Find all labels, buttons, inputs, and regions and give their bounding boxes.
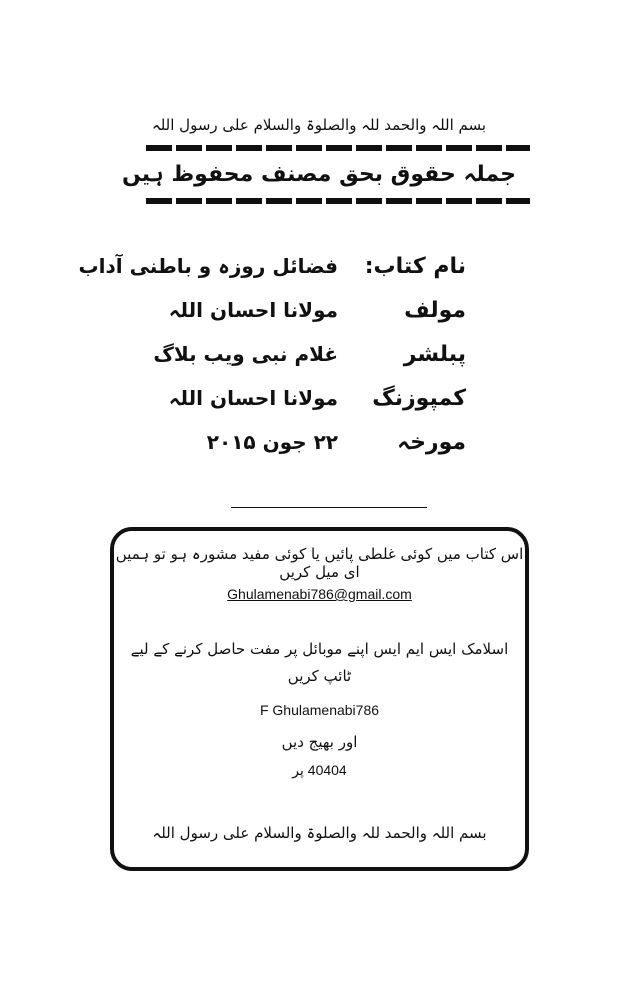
- info-label: مورخہ: [397, 430, 466, 455]
- info-value: فضائل روزہ و باطنی آداب: [78, 254, 338, 278]
- info-row-publisher: [0, 342, 638, 382]
- separator-line: [231, 507, 427, 508]
- sms-offer-text: اسلامک ایس ایم ایس اپنے موبائل پر مفت حاصل کرنے کے لیے: [130, 640, 509, 658]
- bottom-divider: [146, 198, 530, 204]
- info-value: مولانا احسان اللہ: [168, 386, 338, 410]
- email-link[interactable]: Ghulamenabi786@gmail.com: [227, 586, 412, 602]
- copyright-notice: جملہ حقوق بحق مصنف محفوظ ہیں: [122, 162, 516, 187]
- info-value: غلام نبی ویب بلاگ: [153, 342, 338, 366]
- info-row-date: [0, 430, 638, 470]
- send-instruction: اور بھیج دیں: [281, 733, 358, 751]
- info-label: نام کتاب:: [364, 254, 466, 279]
- info-value: مولانا احسان اللہ: [168, 298, 338, 322]
- feedback-text: اس کتاب میں کوئی غلطی پائیں یا کوئی مفید مشورہ ہو تو ہمیں ای میل کریں: [115, 545, 524, 581]
- info-value: ۲۲ جون ۲۰۱۵: [206, 430, 338, 454]
- short-code: 40404 پر: [292, 762, 347, 778]
- bismillah-top: بسم اللہ والحمد للہ والصلوۃ والسلام علی رسول اللہ: [151, 116, 487, 134]
- info-label: پبلشر: [403, 342, 466, 367]
- top-divider: [146, 145, 530, 151]
- info-label: مولف: [404, 298, 466, 323]
- info-row-composing: [0, 386, 638, 426]
- bismillah-bottom: بسم اللہ والحمد للہ والصلوۃ والسلام علی رسول اللہ: [152, 824, 487, 842]
- info-row-book-title: [0, 254, 638, 294]
- type-instruction: ٹائپ کریں: [287, 667, 352, 685]
- sms-code: F Ghulamenabi786: [259, 702, 380, 718]
- info-label: کمپوزنگ: [372, 386, 466, 411]
- info-row-author: [0, 298, 638, 338]
